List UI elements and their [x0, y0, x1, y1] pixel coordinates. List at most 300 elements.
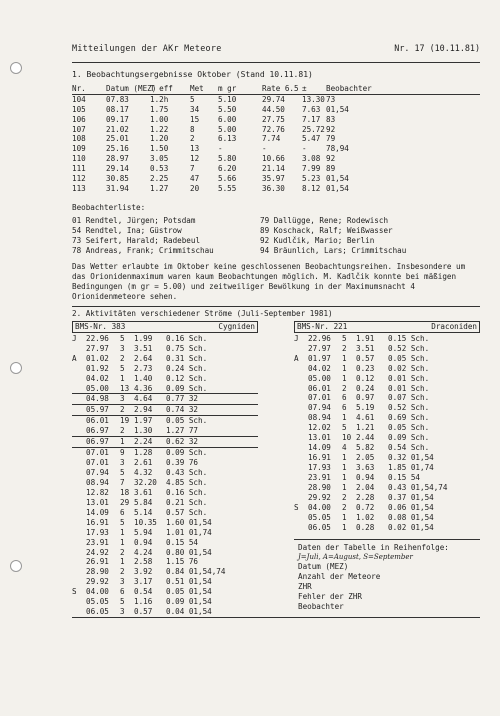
stream-cell: 04.02 — [308, 363, 331, 373]
weather-paragraph: Das Wetter erlaubte im Oktober keine geschlossenen Beobachtungsreihen. Insbesondere um das Orionidenmaximum waren kaum Beobachtungen möglich. M. Kadlčik konnte bei mäßigen Bedingungen (m gr = 5.00) und zeitweiliger Bewölkung in der Maximumsnacht 4 Orionidenmeteore sehen. — [72, 262, 466, 302]
stream-cell: 05.00 — [86, 383, 109, 393]
stream-cell: 2.05 — [356, 453, 375, 463]
stream-row — [72, 334, 258, 344]
table-row — [72, 174, 480, 184]
stream-cell: 0.09 Sch. — [166, 383, 208, 393]
table-cell: 25.16 — [106, 144, 129, 154]
stream-cell: 4.36 — [134, 383, 153, 393]
table-cell: 35.97 — [262, 174, 285, 184]
note-line: Beobachter — [298, 602, 344, 612]
stream-row — [294, 403, 480, 413]
stream-row — [72, 557, 258, 567]
table-cell: 3.08 — [302, 154, 321, 164]
section2-box — [72, 306, 480, 618]
stream-cell: 28.90 — [86, 567, 109, 577]
stream-cell — [72, 567, 86, 577]
stream-cell — [294, 473, 308, 483]
stream-cell: 0.06 01,54 — [388, 502, 434, 512]
stream-cell — [72, 607, 86, 617]
stream-cell: 07.94 — [308, 403, 331, 413]
table-cell: 07.83 — [106, 94, 129, 104]
stream-cell: 0.75 Sch. — [166, 343, 208, 353]
stream-cell — [294, 423, 308, 433]
table-cell: 111 — [72, 164, 86, 174]
newsletter-page — [72, 34, 480, 618]
stream-cell: 0.16 Sch. — [166, 333, 208, 343]
stream-cell: 1 — [342, 363, 347, 373]
stream-cell: 29.92 — [308, 492, 331, 502]
stream-cell: 0.80 01,54 — [166, 547, 212, 557]
stream-cell: 1 — [342, 522, 347, 532]
column-header: Datum (MEZ) — [106, 83, 157, 93]
stream-cell: 24.92 — [86, 547, 109, 557]
stream-cell: 0.43 01,54,74 — [388, 482, 448, 492]
stream-cell — [294, 344, 308, 354]
stream-cell: 4.32 — [134, 468, 153, 478]
stream-cell: 19 — [120, 416, 130, 426]
table-cell: 73 — [326, 94, 336, 104]
stream-cell: 0.62 32 — [166, 437, 199, 447]
table-cell: 5 — [190, 94, 195, 104]
table-cell: 113 — [72, 183, 86, 193]
draconiden-column — [294, 321, 480, 617]
stream-cell: 1 — [342, 373, 347, 383]
stream-cell: 2 — [342, 383, 347, 393]
stream-cell: 0.12 Sch. — [166, 373, 208, 383]
stream-cell: 0.94 — [356, 472, 375, 482]
stream-cell: 1 — [342, 463, 347, 473]
stream-cell: 29 — [120, 497, 130, 507]
stream-row — [72, 468, 258, 478]
table-cell: 5.55 — [218, 183, 237, 193]
table-cell: 110 — [72, 154, 86, 164]
table-cell: 83 — [326, 114, 336, 124]
table-row — [72, 154, 480, 164]
table-cell: 1.27 — [150, 183, 169, 193]
table-row — [72, 105, 480, 115]
stream-cell: 0.24 — [356, 383, 375, 393]
stream-cell: 0.01 Sch. — [388, 383, 430, 393]
table-cell: 12 — [190, 154, 200, 164]
table-cell: 08.17 — [106, 104, 129, 114]
stream-row — [294, 503, 480, 513]
note-line: ZHR — [298, 582, 312, 592]
table-cell: 6.13 — [218, 134, 237, 144]
stream-cell: 6 — [342, 393, 347, 403]
stream-cell: 3 — [120, 343, 125, 353]
stream-row — [294, 483, 480, 493]
stream-cell: 0.37 01,54 — [388, 492, 434, 502]
column-header: m gr — [218, 83, 237, 93]
stream-cell: 1.15 76 — [166, 557, 199, 567]
table-cell: 44.50 — [262, 104, 285, 114]
stream-cell: 06.05 — [308, 522, 331, 532]
observer-entry: 73 Seifert, Harald; Radebeul — [72, 235, 201, 245]
draconiden-bms-label: BMS-Nr. 221 — [297, 321, 348, 331]
table-cell: 13.30 — [302, 94, 325, 104]
stream-cell: 1.97 — [134, 416, 153, 426]
stream-cell — [294, 523, 308, 533]
punch-hole-bottom — [10, 560, 22, 572]
stream-row — [72, 426, 258, 437]
table-cell: 6.20 — [218, 164, 237, 174]
stream-cell: 0.51 01,54 — [166, 577, 212, 587]
note-line: Anzahl der Meteore — [298, 572, 381, 582]
stream-cell: 0.02 01,54 — [388, 522, 434, 532]
stream-row — [294, 453, 480, 463]
stream-cell: 1.01 01,74 — [166, 527, 212, 537]
stream-cell — [72, 577, 86, 587]
stream-row — [72, 354, 258, 364]
table-cell: 7.17 — [302, 114, 321, 124]
stream-cell — [72, 488, 86, 498]
table-cell: 5.50 — [218, 104, 237, 114]
table-row — [72, 115, 480, 125]
stream-cell: 7 — [120, 477, 125, 487]
table-cell: 105 — [72, 104, 86, 114]
column-header: ± — [302, 83, 307, 93]
table-notes — [294, 539, 480, 612]
stream-cell: 1.30 — [134, 426, 153, 436]
column-header: Met — [190, 83, 204, 93]
stream-cell — [294, 493, 308, 503]
table-cell: 2.25 — [150, 174, 169, 184]
stream-cell: 4.61 — [356, 413, 375, 423]
column-header: Beobachter — [326, 83, 372, 93]
stream-cell: 0.72 — [356, 502, 375, 512]
stream-row — [294, 384, 480, 394]
cygniden-column — [72, 321, 258, 617]
table-row — [72, 95, 480, 105]
stream-cell: 0.15 Sch. — [388, 333, 430, 343]
stream-cell — [294, 413, 308, 423]
stream-row — [72, 538, 258, 548]
table-row — [72, 164, 480, 174]
stream-cell — [294, 443, 308, 453]
stream-row — [72, 384, 258, 395]
stream-cell — [294, 453, 308, 463]
stream-cell — [72, 405, 86, 415]
stream-cell: 0.08 01,54 — [388, 512, 434, 522]
stream-cell: 3.17 — [134, 577, 153, 587]
stream-cell: 3.63 — [356, 463, 375, 473]
table-cell: 106 — [72, 114, 86, 124]
stream-cell: 2.64 — [134, 353, 153, 363]
table-row — [72, 184, 480, 194]
stream-cell — [72, 344, 86, 354]
table-cell: 31.94 — [106, 183, 129, 193]
stream-row — [294, 523, 480, 533]
table-cell: 1.22 — [150, 124, 169, 134]
observer-list-title: Beobachterliste: — [72, 202, 146, 212]
table-cell: 5.47 — [302, 134, 321, 144]
stream-cell: 3.61 — [134, 487, 153, 497]
table-cell: 79 — [326, 134, 336, 144]
stream-cell: 1.91 — [356, 333, 375, 343]
note-line: Fehler der ZHR — [298, 592, 363, 602]
stream-cell: 06.01 — [86, 416, 109, 426]
note-line: Datum (MEZ) — [298, 562, 349, 572]
stream-cell: 2 — [342, 343, 347, 353]
table-cell: 47 — [190, 174, 200, 184]
stream-cell: S — [72, 587, 77, 597]
stream-row — [72, 607, 258, 617]
stream-cell: 3 — [120, 458, 125, 468]
stream-row — [72, 567, 258, 577]
stream-cell: A — [72, 353, 77, 363]
table-cell: 1.00 — [150, 114, 169, 124]
stream-cell: 27.97 — [86, 343, 109, 353]
stream-cell: 0.15 54 — [166, 537, 199, 547]
stream-cell: 17.93 — [86, 527, 109, 537]
observer-entry: 78 Andreas, Frank; Crimmitschau — [72, 245, 214, 255]
stream-cell: 22.96 — [86, 333, 109, 343]
stream-cell: 0.54 Sch. — [388, 443, 430, 453]
table-cell: 78,94 — [326, 144, 349, 154]
table-cell: 5.00 — [218, 124, 237, 134]
stream-cell: 3.51 — [356, 343, 375, 353]
stream-cell: 12.82 — [86, 487, 109, 497]
stream-row — [72, 458, 258, 468]
stream-cell: 0.01 Sch. — [388, 373, 430, 383]
table-cell: 25.01 — [106, 134, 129, 144]
stream-row — [72, 394, 258, 405]
stream-cell: 1 — [120, 373, 125, 383]
stream-cell: 0.09 Sch. — [166, 448, 208, 458]
stream-cell: 04.00 — [86, 587, 109, 597]
stream-cell: 1.28 — [134, 448, 153, 458]
observer-list — [72, 216, 480, 256]
stream-cell: 5 — [342, 333, 347, 343]
stream-cell: 27.97 — [308, 343, 331, 353]
stream-row — [72, 405, 258, 416]
stream-cell: 5.82 — [356, 443, 375, 453]
section2-title: 2. Aktivitäten verschiedener Ströme (Juli-September 1981) — [72, 309, 333, 319]
stream-cell: 2 — [120, 426, 125, 436]
stream-row — [294, 473, 480, 483]
stream-cell: 6 — [120, 507, 125, 517]
table-cell: 7.99 — [302, 164, 321, 174]
stream-cell: 0.69 Sch. — [388, 413, 430, 423]
stream-row — [72, 518, 258, 528]
table-cell: 109 — [72, 144, 86, 154]
stream-cell — [72, 394, 86, 404]
table-cell: 20 — [190, 183, 200, 193]
stream-cell — [72, 364, 86, 374]
table-cell: 28.97 — [106, 154, 129, 164]
stream-cell: 2.24 — [134, 437, 153, 447]
stream-cell — [72, 437, 86, 447]
table-cell: 0.53 — [150, 164, 169, 174]
stream-cell: 0.09 01,54 — [166, 597, 212, 607]
stream-cell: 05.05 — [86, 597, 109, 607]
stream-row — [294, 513, 480, 523]
stream-cell — [72, 468, 86, 478]
stream-row — [294, 433, 480, 443]
stream-cell: 12.02 — [308, 423, 331, 433]
results-table-header — [72, 84, 480, 94]
stream-cell: 2 — [342, 492, 347, 502]
stream-cell: 10.35 — [134, 517, 157, 527]
stream-cell: 2 — [120, 547, 125, 557]
table-cell: 104 — [72, 94, 86, 104]
stream-cell: 22.96 — [308, 333, 331, 343]
observer-entry: 92 Kudlčik, Mario; Berlin — [260, 235, 375, 245]
cygniden-bms-label: BMS-Nr. 383 — [75, 321, 126, 331]
stream-cell: 1.02 — [356, 512, 375, 522]
stream-cell: 0.12 — [356, 373, 375, 383]
stream-cell: 2.44 — [356, 433, 375, 443]
stream-row — [294, 374, 480, 384]
stream-row — [72, 364, 258, 374]
stream-cell: 07.01 — [308, 393, 331, 403]
stream-cell — [72, 597, 86, 607]
table-row — [72, 134, 480, 144]
stream-cell — [72, 478, 86, 488]
stream-row — [72, 416, 258, 426]
cygniden-header — [72, 321, 258, 333]
stream-cell: 0.23 — [356, 363, 375, 373]
stream-cell: 0.05 Sch. — [388, 353, 430, 363]
stream-cell: 14.09 — [86, 507, 109, 517]
stream-cell: 1 — [342, 512, 347, 522]
stream-cell: 2 — [120, 405, 125, 415]
stream-cell — [72, 426, 86, 436]
stream-cell: 1 — [120, 557, 125, 567]
table-cell: - — [218, 144, 223, 154]
stream-cell: 07.01 — [86, 458, 109, 468]
stream-cell: 28.90 — [308, 482, 331, 492]
stream-cell: 01.02 — [86, 353, 109, 363]
stream-cell: 0.77 32 — [166, 394, 199, 404]
stream-cell: 0.21 Sch. — [166, 497, 208, 507]
stream-row — [294, 493, 480, 503]
stream-row — [72, 448, 258, 458]
stream-cell: 0.05 Sch. — [166, 416, 208, 426]
stream-row — [72, 508, 258, 518]
table-row — [72, 144, 480, 154]
stream-cell: 0.97 — [356, 393, 375, 403]
stream-row — [294, 334, 480, 344]
stream-row — [294, 344, 480, 354]
stream-row — [72, 577, 258, 587]
stream-cell: 01.97 — [308, 353, 331, 363]
stream-cell: 2.58 — [134, 557, 153, 567]
stream-row — [72, 498, 258, 508]
column-header: Rate 6.5 — [262, 83, 299, 93]
table-cell: 5.10 — [218, 94, 237, 104]
stream-cell: 05.00 — [308, 373, 331, 383]
column-header: T eff — [150, 83, 173, 93]
stream-row — [294, 423, 480, 433]
table-cell: 01,54 — [326, 104, 349, 114]
stream-cell: 5.14 — [134, 507, 153, 517]
table-cell: 21.14 — [262, 164, 285, 174]
stream-cell: 0.05 Sch. — [388, 423, 430, 433]
stream-cell — [72, 557, 86, 567]
stream-cell: 0.24 Sch. — [166, 363, 208, 373]
stream-cell — [294, 393, 308, 403]
stream-cell: 1 — [342, 453, 347, 463]
stream-cell: 4.85 Sch. — [166, 477, 208, 487]
stream-cell: 0.02 Sch. — [388, 363, 430, 373]
stream-row — [72, 374, 258, 384]
stream-cell — [72, 384, 86, 394]
table-cell: 7.74 — [262, 134, 281, 144]
stream-cell: 16.91 — [308, 453, 331, 463]
stream-row — [294, 364, 480, 374]
punch-hole-middle — [10, 362, 22, 374]
stream-cell: 0.07 Sch. — [388, 393, 430, 403]
stream-cell: 04.00 — [308, 502, 331, 512]
stream-cell: 1.40 — [134, 373, 153, 383]
stream-cell — [294, 364, 308, 374]
stream-cell: 2.61 — [134, 458, 153, 468]
stream-cell: 2 — [342, 502, 347, 512]
table-cell: 108 — [72, 134, 86, 144]
stream-cell: 1 — [120, 527, 125, 537]
table-cell: 30.85 — [106, 174, 129, 184]
stream-row — [72, 597, 258, 607]
stream-cell: 0.57 — [356, 353, 375, 363]
punch-hole-top — [10, 62, 22, 74]
stream-cell — [294, 433, 308, 443]
table-cell: 5.23 — [302, 174, 321, 184]
stream-cell: 1 — [342, 472, 347, 482]
stream-cell: 6 — [120, 587, 125, 597]
stream-row — [294, 354, 480, 364]
stream-row — [294, 393, 480, 403]
stream-cell: 04.98 — [86, 394, 109, 404]
stream-row — [72, 478, 258, 488]
table-cell: 7 — [190, 164, 195, 174]
table-cell: 92 — [326, 154, 336, 164]
table-cell: 21.02 — [106, 124, 129, 134]
table-cell: 2 — [190, 134, 195, 144]
stream-cell: 0.94 — [134, 537, 153, 547]
stream-cell: 5 — [120, 363, 125, 373]
table-row — [72, 125, 480, 135]
table-cell: 15 — [190, 114, 200, 124]
table-cell: 27.75 — [262, 114, 285, 124]
table-cell: 29.74 — [262, 94, 285, 104]
stream-cell: 2 — [120, 353, 125, 363]
stream-cell — [294, 374, 308, 384]
stream-columns — [72, 321, 480, 617]
stream-cell: 1.27 77 — [166, 426, 199, 436]
table-cell: 01,54 — [326, 183, 349, 193]
table-cell: 1.75 — [150, 104, 169, 114]
stream-cell: 0.05 01,54 — [166, 587, 212, 597]
stream-cell — [72, 374, 86, 384]
page-header — [72, 34, 480, 62]
stream-cell: 0.52 Sch. — [388, 343, 430, 353]
stream-cell: 1.99 — [134, 333, 153, 343]
stream-cell — [72, 548, 86, 558]
stream-row — [72, 344, 258, 354]
table-cell: 92 — [326, 124, 336, 134]
stream-cell: 2.73 — [134, 363, 153, 373]
stream-row — [72, 587, 258, 597]
stream-cell: 4 — [342, 443, 347, 453]
stream-cell: 1 — [342, 353, 347, 363]
stream-cell — [294, 463, 308, 473]
table-cell: 25.72 — [302, 124, 325, 134]
stream-cell: 0.52 Sch. — [388, 403, 430, 413]
stream-cell: 3.51 — [134, 343, 153, 353]
note-handwritten: J=Juli, A=August, S=September — [298, 552, 413, 561]
stream-cell: 5 — [342, 423, 347, 433]
